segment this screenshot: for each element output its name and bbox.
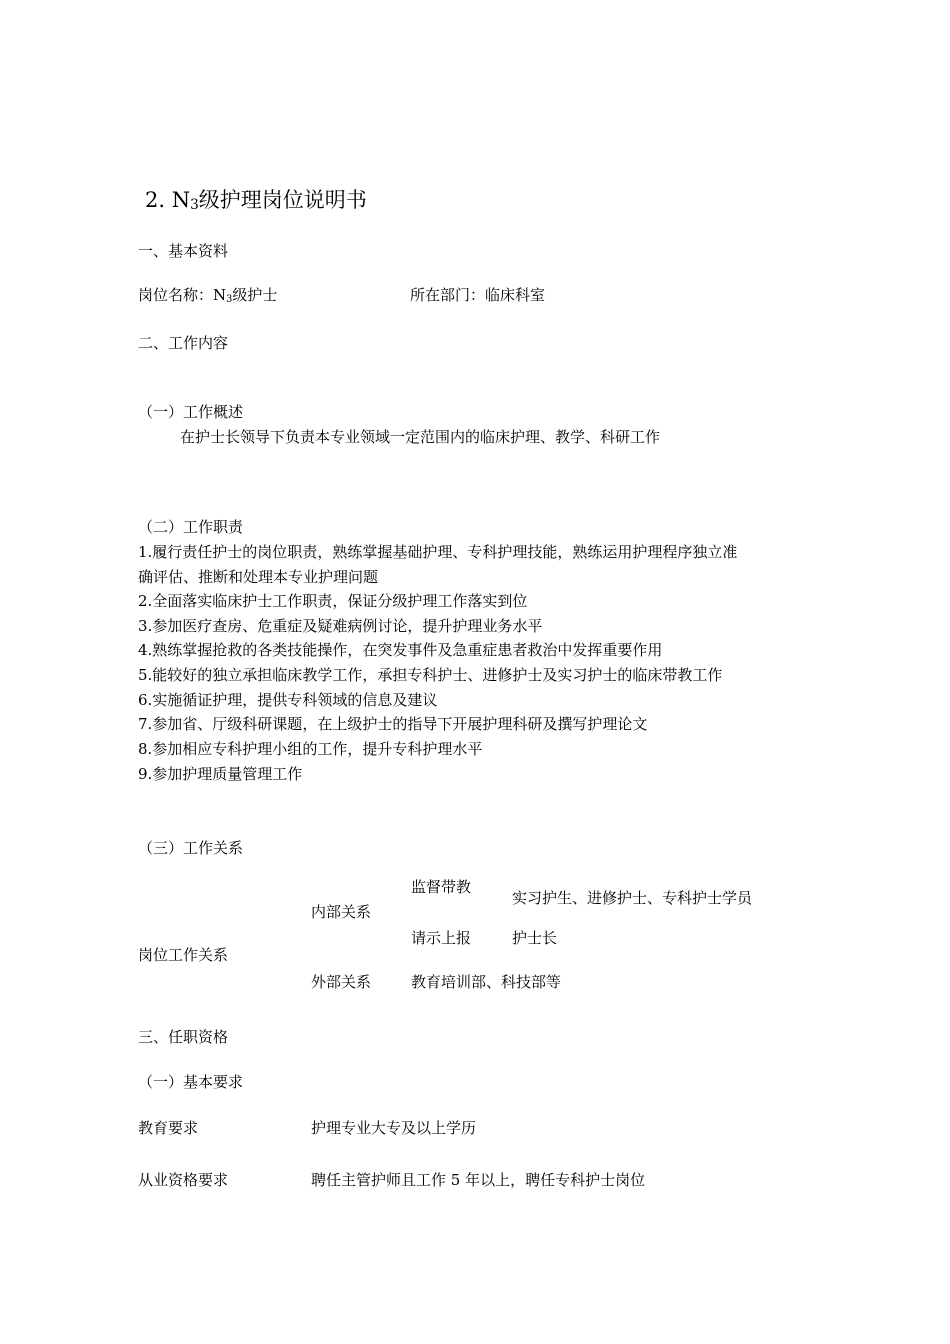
- relations-heading: （三）工作关系: [138, 839, 244, 857]
- department: 所在部门：临床科室: [410, 286, 546, 304]
- section-qualification-heading: 三、任职资格: [138, 1028, 229, 1046]
- post-name: [138, 285, 277, 305]
- qualification-label: 从业资格要求: [138, 1171, 229, 1189]
- post-name-label: 岗位名称：N: [138, 286, 227, 304]
- relations-report: 请示上报: [411, 929, 472, 947]
- overview-text: 在护士长领导下负责本专业领域一定范围内的临床护理、教学、科研工作: [180, 428, 661, 446]
- duty-line: 1.履行责任护士的岗位职责，熟练掌握基础护理、专科护理技能，熟练运用护理程序独立准: [138, 543, 738, 561]
- relations-root: 岗位工作关系: [138, 946, 229, 964]
- post-name-suffix: 级护士: [232, 286, 278, 304]
- relations-internal: 内部关系: [311, 903, 372, 921]
- section-basic-info-heading: 一、基本资料: [138, 242, 229, 260]
- page-title: [145, 186, 367, 214]
- duty-line: 3.参加医疗查房、危重症及疑难病例讨论，提升护理业务水平: [138, 617, 543, 635]
- education-label: 教育要求: [138, 1119, 199, 1137]
- relations-external: 外部关系: [311, 973, 372, 991]
- duty-line: 6.实施循证护理，提供专科领域的信息及建议: [138, 691, 438, 709]
- duty-line: 9.参加护理质量管理工作: [138, 765, 303, 783]
- duty-line: 7.参加省、厅级科研课题，在上级护士的指导下开展护理科研及撰写护理论文: [138, 715, 648, 733]
- duty-line: 8.参加相应专科护理小组的工作，提升专科护理水平: [138, 740, 483, 758]
- title-subscript: 3: [190, 197, 199, 213]
- duty-line: 5.能较好的独立承担临床教学工作，承担专科护士、进修护士及实习护士的临床带教工作: [138, 666, 723, 684]
- education-value: 护理专业大专及以上学历: [311, 1119, 477, 1137]
- duties-heading: （二）工作职责: [138, 518, 244, 536]
- duty-line: 确评估、推断和处理本专业护理问题: [138, 568, 379, 586]
- duty-line: 2.全面落实临床护士工作职责，保证分级护理工作落实到位: [138, 592, 528, 610]
- duty-line: 4.熟练掌握抢救的各类技能操作，在突发事件及急重症患者救治中发挥重要作用: [138, 641, 663, 659]
- section-work-content-heading: 二、工作内容: [138, 334, 229, 352]
- relations-supervise: 监督带教: [411, 878, 472, 896]
- title-prefix: 2. N: [145, 188, 191, 212]
- relations-external-target: 教育培训部、科技部等: [411, 973, 562, 991]
- relations-supervise-target: 实习护生、进修护士、专科护士学员: [512, 889, 753, 907]
- qualification-value: 聘任主管护师且工作 5 年以上，聘任专科护士岗位: [311, 1171, 646, 1189]
- relations-report-target: 护士长: [512, 929, 558, 947]
- basic-requirements-heading: （一）基本要求: [138, 1073, 244, 1091]
- overview-heading: （一）工作概述: [138, 403, 244, 421]
- title-suffix: 级护理岗位说明书: [198, 188, 367, 212]
- post-name-subscript: 3: [226, 294, 233, 305]
